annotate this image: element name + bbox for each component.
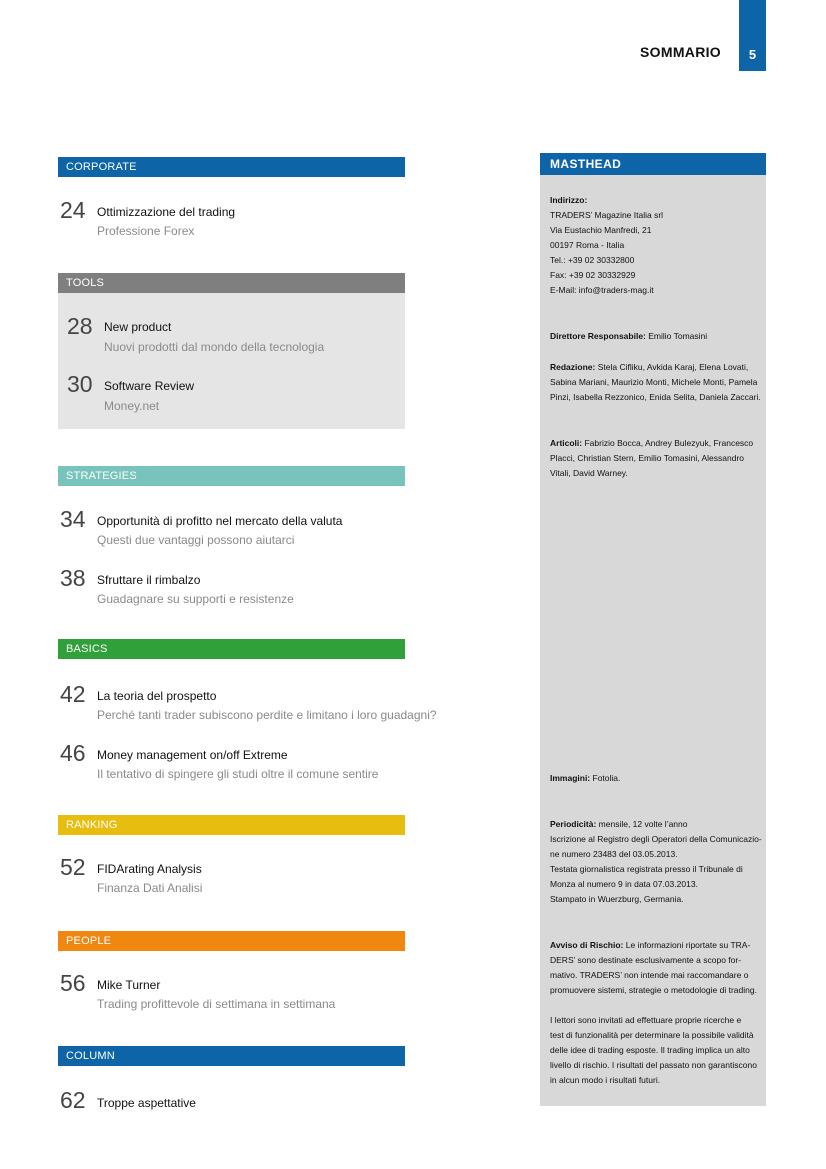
address-line: Via Eustachio Manfredi, 21 [550, 225, 652, 235]
address-label: Indirizzo: [550, 195, 588, 205]
disclaimer-line: I lettori sono invitati ad effettuare proprie ricerche e [550, 1015, 742, 1025]
section-bar-strategies: STRATEGIES [58, 466, 405, 486]
periodicity-label: Periodicità: [550, 819, 597, 829]
article-page-number: 24 [60, 197, 86, 223]
article-title[interactable]: La teoria del prospetto [97, 689, 217, 703]
disclaimer-line: livello di rischio. I risultati del passato non garantiscono [550, 1060, 757, 1070]
director-name: Emilio Tomasini [645, 331, 708, 341]
page-number: 5 [748, 47, 757, 62]
articles-line: Fabrizio Bocca, Andrey Bulezyuk, Francesco [582, 438, 754, 448]
section-bar-ranking: RANKING [58, 815, 405, 835]
articles-line: Vitali, David Warney. [550, 468, 628, 478]
images-label: Immagini: [550, 773, 591, 783]
address-line: Fax: +39 02 30332929 [550, 270, 636, 280]
director-label: Direttore Responsabile: [550, 331, 646, 341]
editorial-label: Redazione: [550, 362, 596, 372]
article-subtitle: Finanza Dati Analisi [97, 881, 203, 895]
editorial-line: Sabina Mariani, Maurizio Monti, Michele Monti, Pamela [550, 377, 758, 387]
risk-line: mativo. TRADERS’ non intende mai raccomandare o [550, 970, 749, 980]
email-line[interactable]: E-Mail: info@traders-mag.it [550, 285, 654, 295]
periodicity-line: ne numero 23483 del 03.05.2013. [550, 849, 678, 859]
article-title[interactable]: Money management on/off Extreme [97, 748, 288, 762]
article-title[interactable]: Software Review [104, 379, 195, 393]
article-subtitle: Nuovi prodotti dal mondo della tecnologia [104, 340, 325, 354]
article-page-number: 28 [67, 313, 93, 339]
article-page-number: 38 [60, 565, 86, 591]
article-title[interactable]: New product [104, 320, 172, 334]
editorial-line: Stela Cifliku, Avkida Karaj, Elena Lovati, [595, 362, 749, 372]
article-page-number: 62 [60, 1087, 86, 1113]
risk-line: DERS’ sono destinate esclusivamente a scopo for- [550, 955, 742, 965]
periodicity-line: Monza al numero 9 in data 07.03.2013. [550, 879, 698, 889]
article-subtitle: Perché tanti trader subiscono perdite e limitano i loro guadagni? [97, 708, 437, 722]
page-number-tab [739, 0, 766, 71]
periodicity-line: Stampato in Wuerzburg, Germania. [550, 894, 684, 904]
article-title[interactable]: Opportunità di profitto nel mercato della valuta [97, 514, 343, 528]
address-line: Tel.: +39 02 30332800 [550, 255, 635, 265]
section-bar-tools: TOOLS [58, 273, 405, 293]
masthead-periodicity [550, 817, 762, 907]
masthead-editorial [550, 360, 761, 405]
article-subtitle: Money.net [104, 399, 160, 413]
article-subtitle: Questi due vantaggi possono aiutarci [97, 533, 295, 547]
masthead-articles [550, 436, 755, 481]
masthead-title: MASTHEAD [540, 153, 766, 175]
article-page-number: 34 [60, 506, 86, 532]
article-page-number: 52 [60, 854, 86, 880]
articles-line: Placci, Christian Stern, Emilio Tomasini, Alessandro [550, 453, 745, 463]
periodicity-line: Testata giornalistica registrata presso il Tribunale di [550, 864, 743, 874]
address-line: 00197 Roma - Italia [550, 240, 625, 250]
masthead-director [550, 329, 755, 344]
section-bar-basics: BASICS [58, 639, 405, 659]
masthead-images [550, 771, 755, 786]
article-title[interactable]: Sfruttare il rimbalzo [97, 573, 201, 587]
disclaimer-line: in alcun modo i risultati futuri. [550, 1075, 661, 1085]
section-bar-people: PEOPLE [58, 931, 405, 951]
masthead-address [550, 193, 755, 298]
address-line: TRADERS’ Magazine Italia srl [550, 210, 664, 220]
article-page-number: 42 [60, 681, 86, 707]
article-subtitle: Trading profittevole di settimana in settimana [97, 997, 336, 1011]
section-bar-column: COLUMN [58, 1046, 405, 1066]
disclaimer-line: test di funzionalità per determinare la possibile validità [550, 1030, 754, 1040]
article-subtitle: Il tentativo di spingere gli studi oltre il comune sentire [97, 767, 379, 781]
article-title[interactable]: FIDArating Analysis [97, 862, 202, 876]
editorial-line: Pinzi, Isabella Rezzonico, Enida Selita, Daniela Zaccari. [550, 392, 761, 402]
article-page-number: 46 [60, 740, 86, 766]
article-page-number: 56 [60, 970, 86, 996]
article-subtitle: Guadagnare su supporti e resistenze [97, 592, 294, 606]
section-title: SOMMARIO [640, 44, 721, 60]
risk-label: Avviso di Rischio: [550, 940, 624, 950]
risk-line: promuovere sistemi, strategie o metodologie di trading. [550, 985, 757, 995]
masthead-disclaimer [550, 1013, 755, 1088]
periodicity-line: Iscrizione al Registro degli Operatori della Comunicazio- [550, 834, 762, 844]
article-page-number: 30 [67, 371, 93, 397]
disclaimer-line: delle idee di trading esposte. Il trading implica un alto [550, 1045, 750, 1055]
section-bar-corporate: CORPORATE [58, 157, 405, 177]
article-title[interactable]: Troppe aspettative [97, 1096, 196, 1110]
risk-line: Le informazioni riportate su TRA- [623, 940, 751, 950]
article-subtitle: Professione Forex [97, 224, 195, 238]
images-credit: Fotolia. [590, 773, 621, 783]
article-title[interactable]: Mike Turner [97, 978, 161, 992]
articles-label: Articoli: [550, 438, 583, 448]
article-title[interactable]: Ottimizzazione del trading [97, 205, 236, 219]
periodicity-line: mensile, 12 volte l’anno [596, 819, 688, 829]
masthead-risk-notice [550, 938, 755, 998]
